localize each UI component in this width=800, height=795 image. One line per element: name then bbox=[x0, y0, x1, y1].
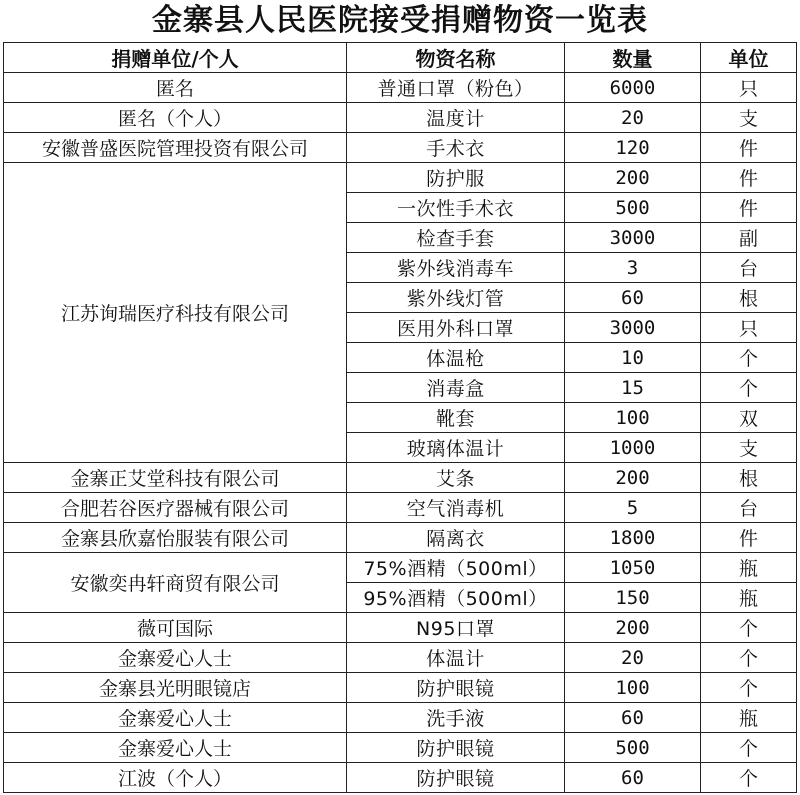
donor-cell: 江波（个人） bbox=[4, 763, 347, 793]
unit-cell: 个 bbox=[701, 613, 797, 643]
quantity-cell: 6000 bbox=[565, 73, 701, 103]
unit-cell: 瓶 bbox=[701, 583, 797, 613]
item-cell: 95%酒精（500ml） bbox=[347, 583, 565, 613]
table-row bbox=[4, 703, 797, 733]
unit-cell: 台 bbox=[701, 493, 797, 523]
table-row bbox=[4, 73, 797, 103]
table-row bbox=[4, 733, 797, 763]
item-cell: 体温枪 bbox=[347, 343, 565, 373]
donation-table bbox=[3, 42, 797, 793]
unit-cell: 个 bbox=[701, 373, 797, 403]
quantity-cell: 20 bbox=[565, 643, 701, 673]
unit-cell: 个 bbox=[701, 763, 797, 793]
quantity-cell: 200 bbox=[565, 463, 701, 493]
item-cell: 消毒盒 bbox=[347, 373, 565, 403]
unit-cell: 个 bbox=[701, 733, 797, 763]
unit-cell: 支 bbox=[701, 433, 797, 463]
item-cell: 紫外线灯管 bbox=[347, 283, 565, 313]
item-cell: 防护眼镜 bbox=[347, 673, 565, 703]
table-row bbox=[4, 763, 797, 793]
donor-cell: 金寨正艾堂科技有限公司 bbox=[4, 463, 347, 493]
quantity-cell: 120 bbox=[565, 133, 701, 163]
quantity-cell: 10 bbox=[565, 343, 701, 373]
table-row bbox=[4, 673, 797, 703]
unit-cell: 个 bbox=[701, 673, 797, 703]
unit-cell: 件 bbox=[701, 133, 797, 163]
unit-cell: 台 bbox=[701, 253, 797, 283]
unit-cell: 件 bbox=[701, 193, 797, 223]
quantity-cell: 1050 bbox=[565, 553, 701, 583]
quantity-cell: 1000 bbox=[565, 433, 701, 463]
quantity-cell: 20 bbox=[565, 103, 701, 133]
donor-cell: 江苏询瑞医疗科技有限公司 bbox=[4, 163, 347, 463]
unit-cell: 个 bbox=[701, 343, 797, 373]
donor-cell: 安徽普盛医院管理投资有限公司 bbox=[4, 133, 347, 163]
quantity-cell: 60 bbox=[565, 703, 701, 733]
header-item: 物资名称 bbox=[347, 43, 565, 73]
unit-cell: 瓶 bbox=[701, 703, 797, 733]
donor-cell: 金寨爱心人士 bbox=[4, 733, 347, 763]
unit-cell: 根 bbox=[701, 283, 797, 313]
quantity-cell: 15 bbox=[565, 373, 701, 403]
item-cell: 温度计 bbox=[347, 103, 565, 133]
donor-cell: 金寨县欣嘉怡服装有限公司 bbox=[4, 523, 347, 553]
donor-cell: 薇可国际 bbox=[4, 613, 347, 643]
quantity-cell: 500 bbox=[565, 733, 701, 763]
unit-cell: 个 bbox=[701, 643, 797, 673]
table-row bbox=[4, 493, 797, 523]
quantity-cell: 200 bbox=[565, 163, 701, 193]
quantity-cell: 5 bbox=[565, 493, 701, 523]
quantity-cell: 150 bbox=[565, 583, 701, 613]
table-row bbox=[4, 133, 797, 163]
donor-cell: 匿名 bbox=[4, 73, 347, 103]
table-row bbox=[4, 643, 797, 673]
item-cell: 玻璃体温计 bbox=[347, 433, 565, 463]
item-cell: 防护眼镜 bbox=[347, 763, 565, 793]
quantity-cell: 1800 bbox=[565, 523, 701, 553]
unit-cell: 件 bbox=[701, 523, 797, 553]
item-cell: 普通口罩（粉色） bbox=[347, 73, 565, 103]
quantity-cell: 3 bbox=[565, 253, 701, 283]
unit-cell: 根 bbox=[701, 463, 797, 493]
item-cell: 隔离衣 bbox=[347, 523, 565, 553]
page-title: 金寨县人民医院接受捐赠物资一览表 bbox=[152, 3, 648, 38]
quantity-cell: 100 bbox=[565, 673, 701, 703]
quantity-cell: 3000 bbox=[565, 313, 701, 343]
table-row bbox=[4, 163, 797, 193]
table-row bbox=[4, 523, 797, 553]
item-cell: 洗手液 bbox=[347, 703, 565, 733]
unit-cell: 件 bbox=[701, 163, 797, 193]
item-cell: 防护服 bbox=[347, 163, 565, 193]
item-cell: 空气消毒机 bbox=[347, 493, 565, 523]
item-cell: 医用外科口罩 bbox=[347, 313, 565, 343]
quantity-cell: 100 bbox=[565, 403, 701, 433]
table-row bbox=[4, 463, 797, 493]
item-cell: N95口罩 bbox=[347, 613, 565, 643]
header-quantity: 数量 bbox=[565, 43, 701, 73]
unit-cell: 瓶 bbox=[701, 553, 797, 583]
unit-cell: 双 bbox=[701, 403, 797, 433]
header-row bbox=[4, 43, 797, 73]
donor-cell: 匿名（个人） bbox=[4, 103, 347, 133]
quantity-cell: 200 bbox=[565, 613, 701, 643]
donor-cell: 金寨爱心人士 bbox=[4, 703, 347, 733]
item-cell: 紫外线消毒车 bbox=[347, 253, 565, 283]
unit-cell: 副 bbox=[701, 223, 797, 253]
item-cell: 体温计 bbox=[347, 643, 565, 673]
donor-cell: 金寨爱心人士 bbox=[4, 643, 347, 673]
table-row bbox=[4, 103, 797, 133]
item-cell: 防护眼镜 bbox=[347, 733, 565, 763]
item-cell: 检查手套 bbox=[347, 223, 565, 253]
item-cell: 艾条 bbox=[347, 463, 565, 493]
table-row bbox=[4, 553, 797, 583]
donor-cell: 金寨县光明眼镜店 bbox=[4, 673, 347, 703]
unit-cell: 支 bbox=[701, 103, 797, 133]
quantity-cell: 60 bbox=[565, 763, 701, 793]
unit-cell: 只 bbox=[701, 73, 797, 103]
quantity-cell: 60 bbox=[565, 283, 701, 313]
table-row bbox=[4, 613, 797, 643]
item-cell: 一次性手术衣 bbox=[347, 193, 565, 223]
quantity-cell: 3000 bbox=[565, 223, 701, 253]
item-cell: 75%酒精（500ml） bbox=[347, 553, 565, 583]
unit-cell: 只 bbox=[701, 313, 797, 343]
header-donor: 捐赠单位/个人 bbox=[4, 43, 347, 73]
donor-cell: 安徽奕冉轩商贸有限公司 bbox=[4, 553, 347, 613]
quantity-cell: 500 bbox=[565, 193, 701, 223]
donor-cell: 合肥若谷医疗器械有限公司 bbox=[4, 493, 347, 523]
item-cell: 靴套 bbox=[347, 403, 565, 433]
item-cell: 手术衣 bbox=[347, 133, 565, 163]
header-unit: 单位 bbox=[701, 43, 797, 73]
